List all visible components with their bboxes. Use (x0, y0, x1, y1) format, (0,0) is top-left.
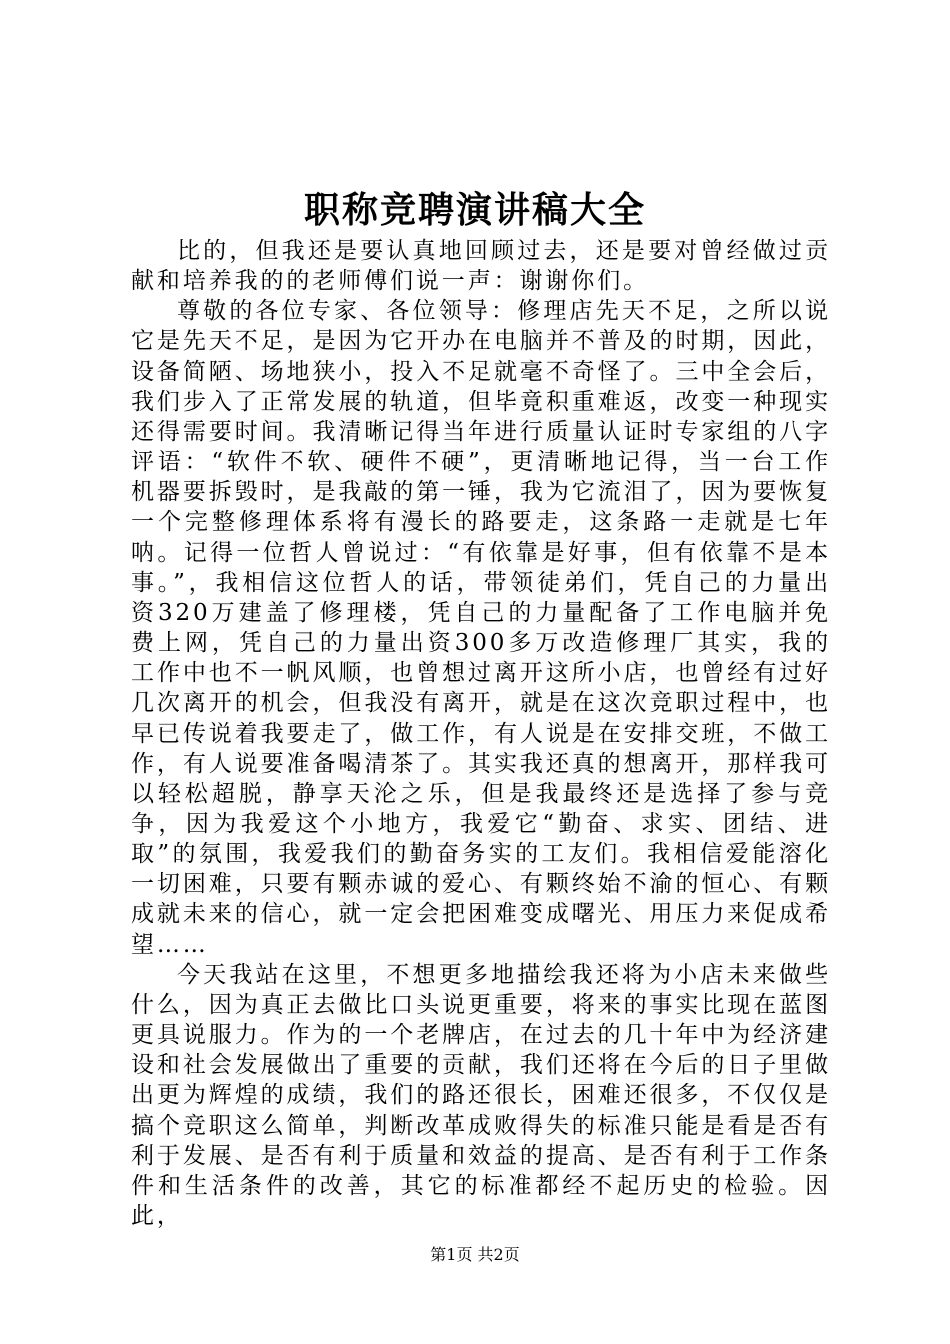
paragraph-3: 今天我站在这里，不想更多地描绘我还将为小店未来做些什么，因为真正去做比口头说更重要，将来的事实比现在蓝图更具说服力。作为的一个老牌店，在过去的几十年中为经济建设和社会发展做出了重要的贡献，我们还将在今后的日子里做出更为辉煌的成绩，我们的路还很长，困难还很多，不仅仅是搞个竞职这么简单，判断改革成败得失的标准只能是看是否有利于发展、是否有利于质量和效益的提高、是否有利于工作条件和生活条件的改善，其它的标准都经不起历史的检验。因此， (131, 961, 831, 1229)
page-footer: 第1页 共2页 (430, 1245, 520, 1264)
paragraph-2: 尊敬的各位专家、各位领导：修理店先天不足，之所以说它是先天不足，是因为它开办在电脑并不普及的时期，因此，设备简陋、场地狭小，投入不足就毫不奇怪了。三中全会后，我们步入了正常发展的轨道，但毕竟积重难返，改变一种现实还得需要时间。我清晰记得当年进行质量认证时专家组的八字评语：“软件不软、硬件不硬”，更清晰地记得，当一台工作机器要拆毁时，是我敲的第一锤，我为它流泪了，因为要恢复一个完整修理体系将有漫长的路要走，这条路一走就是七年呐。记得一位哲人曾说过：“有依靠是好事，但有依靠不是本事。”，我相信这位哲人的话，带领徒弟们，凭自己的力量出资320万建盖了修理楼，凭自己的力量配备了工作电脑并免费上网，凭自己的力量出资300多万改造修理厂其实，我的工作中也不一帆风顺，也曾想过离开这所小店，也曾经有过好几次离开的机会，但我没有离开，就是在这次竞职过程中，也早已传说着我要走了，做工作，有人说是在安排交班，不做工作，有人说要准备喝清茶了。其实我还真的想离开，那样我可以轻松超脱，静享天沦之乐，但是我最终还是选择了参与竞争，因为我爱这个小地方，我爱它“勤奋、求实、团结、进取”的氛围，我爱我们的勤奋务实的工友们。我相信爱能溶化一切困难，只要有颗赤诚的爱心、有颗终始不渝的恒心、有颗成就未来的信心，就一定会把困难变成曙光、用压力来促成希望…… (131, 298, 831, 958)
document-body (131, 236, 831, 1231)
document-title: 职称竞聘演讲稿大全 (303, 189, 646, 231)
paragraph-1: 比的，但我还是要认真地回顾过去，还是要对曾经做过贡献和培养我的的老师傅们说一声：谢谢你们。 (131, 238, 831, 295)
